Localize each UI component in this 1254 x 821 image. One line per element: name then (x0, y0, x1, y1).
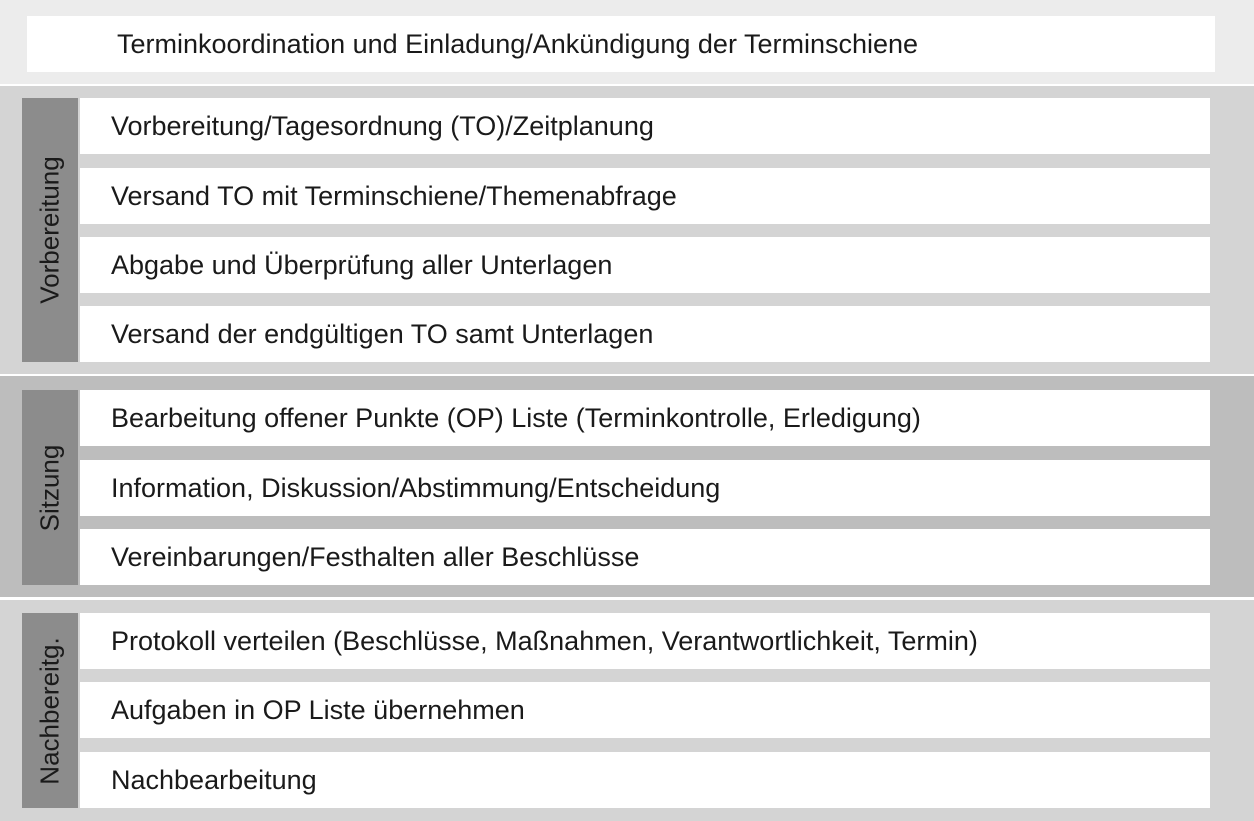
preparation-phase-label (22, 98, 78, 362)
preparation-step-1: Vorbereitung/Tagesordnung (TO)/Zeitplanung (80, 98, 1210, 154)
follow-up-phase-label (22, 613, 78, 808)
follow-up-step-3: Nachbearbeitung (80, 752, 1210, 808)
follow-up-phase-label-text: Nachbereitg. (34, 636, 65, 785)
follow-up-step-1: Protokoll verteilen (Beschlüsse, Maßnahmen, Verantwortlichkeit, Termin) (80, 613, 1210, 669)
session-step-2: Information, Diskussion/Abstimmung/Entscheidung (80, 460, 1210, 516)
coordination-box: Terminkoordination und Einladung/Ankündigung der Terminschiene (27, 16, 1215, 72)
coordination-band (0, 0, 1254, 84)
session-step-3: Vereinbarungen/Festhalten aller Beschlüsse (80, 529, 1210, 585)
preparation-step-3: Abgabe und Überprüfung aller Unterlagen (80, 237, 1210, 293)
preparation-phase-label-text: Vorbereitung (34, 156, 65, 304)
session-phase-label-text: Sitzung (34, 444, 65, 531)
session-phase-label (22, 390, 78, 585)
follow-up-step-2: Aufgaben in OP Liste übernehmen (80, 682, 1210, 738)
preparation-step-2: Versand TO mit Terminschiene/Themenabfrage (80, 168, 1210, 224)
preparation-step-4: Versand der endgültigen TO samt Unterlagen (80, 306, 1210, 362)
session-step-1: Bearbeitung offener Punkte (OP) Liste (Terminkontrolle, Erledigung) (80, 390, 1210, 446)
